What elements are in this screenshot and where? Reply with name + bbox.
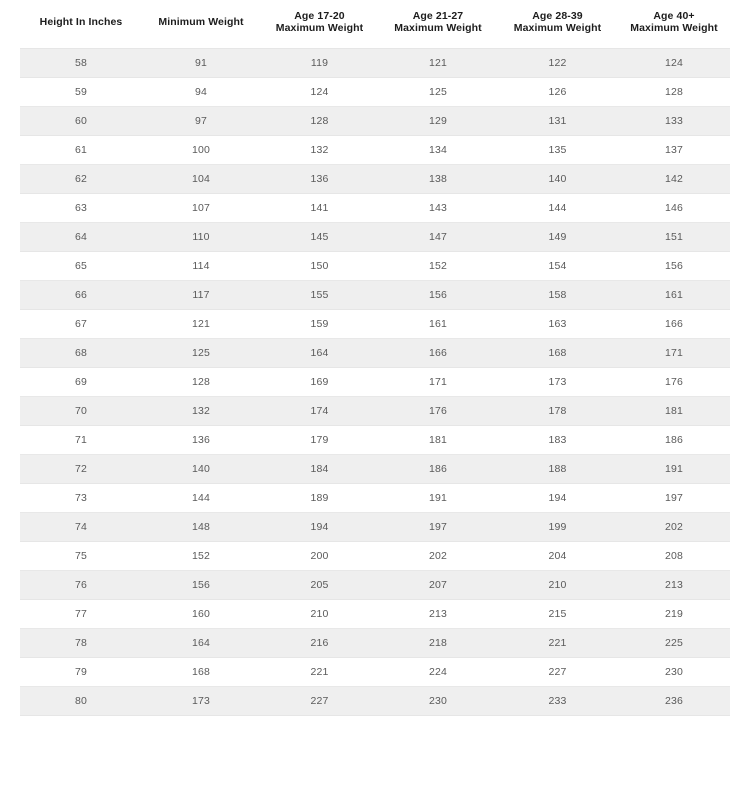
column-header-age-40-plus-line1: Age 40+: [653, 10, 695, 22]
cell-height: 70: [20, 396, 142, 425]
cell-age40: 151: [618, 222, 730, 251]
table-body: [20, 48, 730, 715]
cell-minimum: 125: [142, 338, 260, 367]
cell-age40: 202: [618, 512, 730, 541]
cell-age1720: 227: [260, 686, 379, 715]
cell-minimum: 152: [142, 541, 260, 570]
cell-minimum: 128: [142, 367, 260, 396]
cell-age40: 225: [618, 628, 730, 657]
cell-age40: 142: [618, 164, 730, 193]
cell-height: 64: [20, 222, 142, 251]
cell-age2839: 168: [497, 338, 618, 367]
cell-age40: 176: [618, 367, 730, 396]
cell-height: 74: [20, 512, 142, 541]
cell-minimum: 173: [142, 686, 260, 715]
cell-age2839: 204: [497, 541, 618, 570]
cell-age2127: 152: [379, 251, 497, 280]
cell-age2127: 143: [379, 193, 497, 222]
cell-age2839: 163: [497, 309, 618, 338]
cell-age2127: 134: [379, 135, 497, 164]
cell-age1720: 164: [260, 338, 379, 367]
table-row: [20, 454, 730, 483]
table-row: [20, 512, 730, 541]
cell-age40: 171: [618, 338, 730, 367]
cell-age2839: 227: [497, 657, 618, 686]
cell-minimum: 164: [142, 628, 260, 657]
column-header-age-28-39-line2: Maximum Weight: [513, 22, 602, 35]
cell-age2839: 215: [497, 599, 618, 628]
cell-age2127: 197: [379, 512, 497, 541]
cell-minimum: 114: [142, 251, 260, 280]
cell-age2127: 166: [379, 338, 497, 367]
cell-age2127: 129: [379, 106, 497, 135]
cell-age2127: 186: [379, 454, 497, 483]
cell-minimum: 110: [142, 222, 260, 251]
cell-age1720: 189: [260, 483, 379, 512]
table-row: [20, 396, 730, 425]
cell-age1720: 119: [260, 48, 379, 77]
cell-age2127: 121: [379, 48, 497, 77]
cell-age2127: 224: [379, 657, 497, 686]
cell-age1720: 216: [260, 628, 379, 657]
cell-minimum: 168: [142, 657, 260, 686]
cell-age2839: 135: [497, 135, 618, 164]
table-row: [20, 657, 730, 686]
cell-height: 62: [20, 164, 142, 193]
cell-age2839: 210: [497, 570, 618, 599]
cell-age40: 133: [618, 106, 730, 135]
cell-height: 73: [20, 483, 142, 512]
table-row: [20, 367, 730, 396]
cell-age1720: 124: [260, 77, 379, 106]
cell-age2127: 230: [379, 686, 497, 715]
cell-age2839: 149: [497, 222, 618, 251]
cell-age40: 156: [618, 251, 730, 280]
column-header-age-28-39: [497, 0, 618, 48]
table-row: [20, 338, 730, 367]
cell-age40: 219: [618, 599, 730, 628]
cell-minimum: 144: [142, 483, 260, 512]
cell-age40: 230: [618, 657, 730, 686]
height-weight-table: [20, 0, 730, 716]
cell-age1720: 200: [260, 541, 379, 570]
cell-age2839: 122: [497, 48, 618, 77]
cell-minimum: 160: [142, 599, 260, 628]
table-row: [20, 541, 730, 570]
table-row: [20, 599, 730, 628]
cell-height: 58: [20, 48, 142, 77]
table-row: [20, 135, 730, 164]
table-row: [20, 106, 730, 135]
cell-age1720: 169: [260, 367, 379, 396]
cell-minimum: 148: [142, 512, 260, 541]
cell-minimum: 117: [142, 280, 260, 309]
table-row: [20, 48, 730, 77]
cell-age1720: 128: [260, 106, 379, 135]
cell-age2839: 144: [497, 193, 618, 222]
column-header-age-17-20-line1: Age 17-20: [294, 10, 345, 22]
column-header-height-line1: Height In Inches: [39, 16, 123, 29]
cell-age40: 166: [618, 309, 730, 338]
cell-age1720: 145: [260, 222, 379, 251]
cell-age1720: 221: [260, 657, 379, 686]
cell-age2127: 138: [379, 164, 497, 193]
cell-age40: 208: [618, 541, 730, 570]
table-row: [20, 628, 730, 657]
cell-minimum: 140: [142, 454, 260, 483]
cell-age2839: 126: [497, 77, 618, 106]
cell-age1720: 210: [260, 599, 379, 628]
cell-age2839: 173: [497, 367, 618, 396]
table-header: [20, 0, 730, 48]
cell-age1720: 179: [260, 425, 379, 454]
cell-minimum: 91: [142, 48, 260, 77]
cell-age40: 137: [618, 135, 730, 164]
cell-age2127: 213: [379, 599, 497, 628]
column-header-age-17-20: [260, 0, 379, 48]
cell-age1720: 136: [260, 164, 379, 193]
table-row: [20, 309, 730, 338]
table-header-row: [20, 0, 730, 48]
column-header-age-28-39-line1: Age 28-39: [532, 10, 583, 22]
column-header-age-40-plus-line2: Maximum Weight: [630, 22, 718, 35]
cell-age2127: 202: [379, 541, 497, 570]
cell-minimum: 156: [142, 570, 260, 599]
cell-age40: 146: [618, 193, 730, 222]
cell-age2839: 233: [497, 686, 618, 715]
cell-age40: 191: [618, 454, 730, 483]
cell-age40: 213: [618, 570, 730, 599]
table-row: [20, 425, 730, 454]
cell-age40: 236: [618, 686, 730, 715]
cell-age2127: 171: [379, 367, 497, 396]
table-row: [20, 686, 730, 715]
cell-age1720: 174: [260, 396, 379, 425]
table-row: [20, 483, 730, 512]
cell-age1720: 150: [260, 251, 379, 280]
cell-height: 69: [20, 367, 142, 396]
cell-age1720: 205: [260, 570, 379, 599]
cell-minimum: 104: [142, 164, 260, 193]
cell-age2127: 218: [379, 628, 497, 657]
cell-age2839: 140: [497, 164, 618, 193]
cell-age2839: 154: [497, 251, 618, 280]
cell-age2839: 158: [497, 280, 618, 309]
cell-age2839: 131: [497, 106, 618, 135]
cell-height: 78: [20, 628, 142, 657]
cell-height: 80: [20, 686, 142, 715]
cell-age2839: 199: [497, 512, 618, 541]
cell-height: 65: [20, 251, 142, 280]
cell-height: 76: [20, 570, 142, 599]
cell-height: 61: [20, 135, 142, 164]
cell-age40: 124: [618, 48, 730, 77]
cell-age2839: 178: [497, 396, 618, 425]
cell-age2127: 125: [379, 77, 497, 106]
cell-height: 68: [20, 338, 142, 367]
cell-minimum: 121: [142, 309, 260, 338]
column-header-age-40-plus: [618, 0, 730, 48]
cell-age2127: 161: [379, 309, 497, 338]
cell-age1720: 159: [260, 309, 379, 338]
column-header-age-21-27-line2: Maximum Weight: [394, 22, 482, 35]
cell-minimum: 136: [142, 425, 260, 454]
table-row: [20, 222, 730, 251]
cell-age2127: 176: [379, 396, 497, 425]
cell-age40: 186: [618, 425, 730, 454]
cell-age40: 128: [618, 77, 730, 106]
column-header-age-17-20-line2: Maximum Weight: [275, 22, 364, 35]
table-row: [20, 193, 730, 222]
cell-age2839: 194: [497, 483, 618, 512]
table-row: [20, 164, 730, 193]
cell-height: 75: [20, 541, 142, 570]
table-row: [20, 570, 730, 599]
column-header-minimum: [142, 0, 260, 48]
cell-age2839: 183: [497, 425, 618, 454]
cell-age1720: 184: [260, 454, 379, 483]
cell-height: 59: [20, 77, 142, 106]
column-header-minimum-line1: Minimum Weight: [158, 16, 244, 29]
cell-height: 63: [20, 193, 142, 222]
cell-height: 67: [20, 309, 142, 338]
cell-height: 71: [20, 425, 142, 454]
cell-age1720: 141: [260, 193, 379, 222]
cell-age2127: 191: [379, 483, 497, 512]
column-header-age-21-27-line1: Age 21-27: [412, 10, 464, 22]
table-row: [20, 280, 730, 309]
cell-age2127: 156: [379, 280, 497, 309]
cell-height: 79: [20, 657, 142, 686]
cell-age2127: 207: [379, 570, 497, 599]
cell-age40: 181: [618, 396, 730, 425]
cell-height: 60: [20, 106, 142, 135]
cell-age2839: 188: [497, 454, 618, 483]
table-row: [20, 77, 730, 106]
cell-height: 66: [20, 280, 142, 309]
cell-age2127: 181: [379, 425, 497, 454]
cell-minimum: 94: [142, 77, 260, 106]
cell-minimum: 107: [142, 193, 260, 222]
cell-age1720: 194: [260, 512, 379, 541]
cell-age2839: 221: [497, 628, 618, 657]
cell-age40: 161: [618, 280, 730, 309]
column-header-height: [20, 0, 142, 48]
cell-height: 72: [20, 454, 142, 483]
cell-age1720: 132: [260, 135, 379, 164]
column-header-age-21-27: [379, 0, 497, 48]
cell-height: 77: [20, 599, 142, 628]
cell-age2127: 147: [379, 222, 497, 251]
cell-minimum: 132: [142, 396, 260, 425]
cell-minimum: 100: [142, 135, 260, 164]
cell-age1720: 155: [260, 280, 379, 309]
table-row: [20, 251, 730, 280]
cell-age40: 197: [618, 483, 730, 512]
cell-minimum: 97: [142, 106, 260, 135]
